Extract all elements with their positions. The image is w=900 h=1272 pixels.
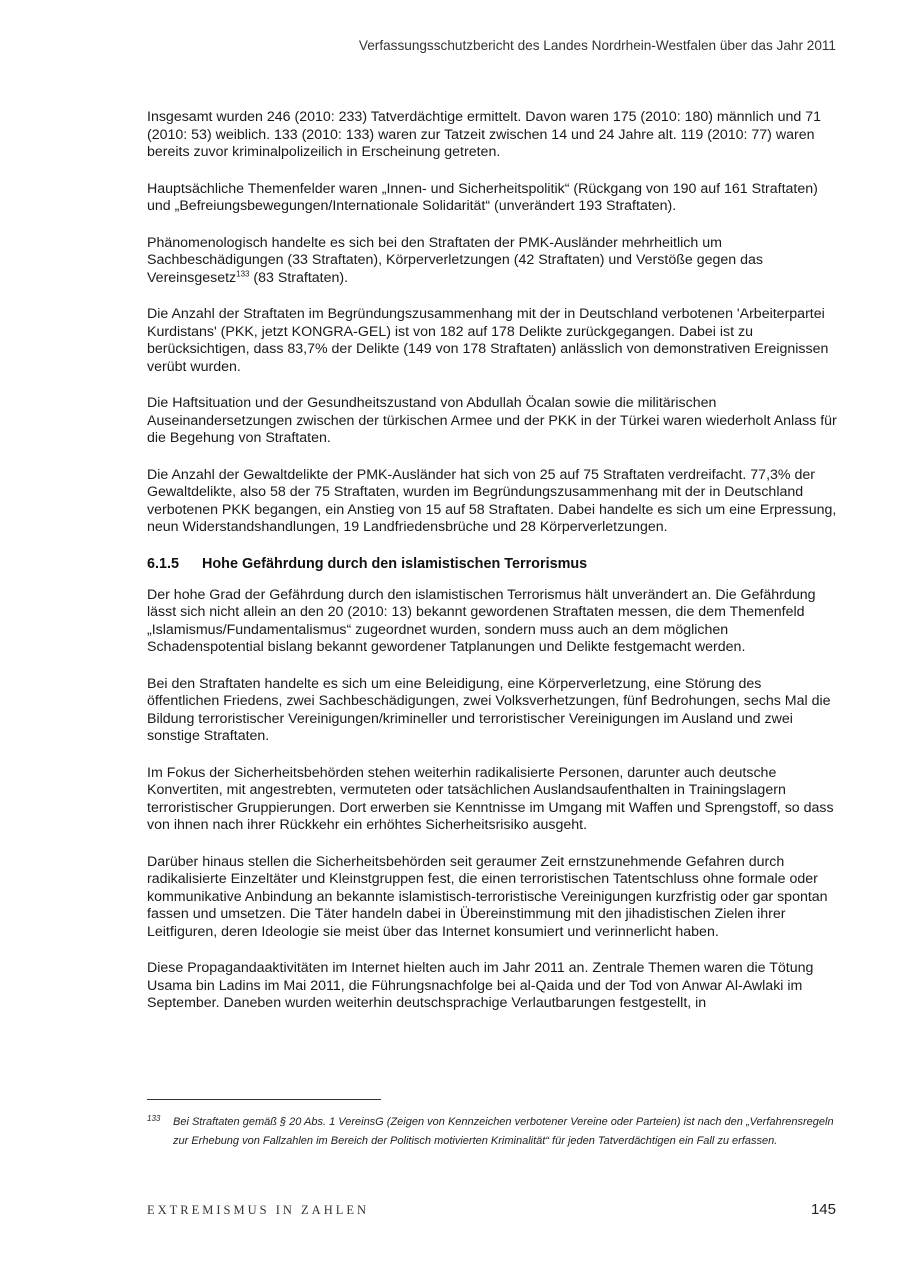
paragraph-phenomenology-text: Phänomenologisch handelte es sich bei den Straftaten der PMK-Ausländer mehrheitlich um Sachbeschädigungen (33 Straftaten), Körperverletzungen (42 Straftaten) und Verstöße gegen das Vereinsgesetz (147, 234, 763, 286)
section-heading (147, 556, 837, 572)
paragraph-topics: Hauptsächliche Themenfelder waren „Innen- und Sicherheitspolitik“ (Rückgang von 190 auf 161 Straftaten) und „Befreiungsbewegungen/Internationale Solidarität“ (unverändert 193 Straftaten). (147, 180, 818, 214)
paragraph-lone-actors: Darüber hinaus stellen die Sicherheitsbehörden seit geraumer Zeit ernstzunehmende Gefahren durch radikalisierte Einzeltäter und Kleinstgruppen fest, die einen terroristischen Tatentschluss ohne formale oder kommunikative Anbindung an bekannte islamistisch-terroristische Vereinigungen kurzfristig oder gar spontan fassen und umsetzen. Die Täter handeln dabei in Übereinstimmung mit den jihadistischen Zielen ihrer Leitfiguren, deren Ideologie sie meist über das Internet konsumiert und verinnerlicht haben. (147, 853, 828, 940)
footnote-mark: 133 (147, 1114, 161, 1123)
footnote (147, 1113, 837, 1151)
footnote-reference[interactable]: 133 (236, 268, 250, 278)
footer-section-label: EXTREMISMUS IN ZAHLEN (147, 1203, 370, 1217)
paragraph-offenses: Bei den Straftaten handelte es sich um eine Beleidigung, eine Körperverletzung, eine Störung des öffentlichen Friedens, zwei Sachbeschädigungen, zwei Volksverhetzungen, fünf Bedrohungen, sechs Mal die Bildung terroristischer Vereinigungen/krimineller und terroristischer Vereinigungen im Ausland und zwei sonstige Straftaten. (147, 675, 831, 744)
section-number: 6.1.5 (147, 555, 180, 572)
running-header: Verfassungsschutzbericht des Landes Nordrhein-Westfalen über das Jahr 2011 (358, 38, 836, 53)
paragraph-suspects: Insgesamt wurden 246 (2010: 233) Tatverdächtige ermittelt. Davon waren 175 (2010: 180) männlich und 71 (2010: 53) weiblich. 133 (2010: 133) waren zur Tatzeit zwischen 14 und 24 Jahre alt. 119 (2010: 77) waren bereits zuvor kriminalpolizeilich in Erscheinung getreten. (147, 109, 822, 160)
paragraph-oecalan: Die Haftsituation und der Gesundheitszustand von Abdullah Öcalan sowie die militärischen Auseinandersetzungen zwischen der türkischen Armee und der PKK in der Türkei waren wiederholt Anlass für die Begehung von Straftaten. (147, 395, 837, 446)
footnote-text: Bei Straftaten gemäß § 20 Abs. 1 VereinsG (Zeigen von Kennzeichen verbotener Vereine oder Parteien) ist nach den „Verfahrensregeln zur Erhebung von Fallzahlen im Bereich der Politisch motivierten Kriminalität“ für jeden Tatverdächtigen ein Fall zu erfassen. (173, 1116, 834, 1147)
paragraph-propaganda: Diese Propagandaaktivitäten im Internet hielten auch im Jahr 2011 an. Zentrale Themen waren die Tötung Usama bin Ladins im Mai 2011, die Führungsnachfolge bei al-Qaida und der Tod von Anwar Al-Awlaki im September. Daneben wurden weiterhin deutschsprachige Verlautbarungen festgestellt, in (147, 960, 814, 1011)
paragraph-pkk: Die Anzahl der Straftaten im Begründungszusammenhang mit der in Deutschland verbotenen 'Arbeiterpartei Kurdistans' (PKK, jetzt KONGRA-GEL) ist von 182 auf 178 Delikte zurückgegangen. Dabei ist zu berücksichtigen, dass 83,7% der Delikte (149 von 178 Straftaten) anlässlich von demonstrativen Ereignissen verübt wurden. (147, 306, 829, 375)
main-content (147, 109, 837, 1032)
page-number: 145 (810, 1201, 836, 1218)
paragraph-threat-level: Der hohe Grad der Gefährdung durch den islamistischen Terrorismus hält unverändert an. Die Gefährdung lässt sich nicht allein an den 20 (2010: 13) bekannt gewordenen Straftaten messen, die dem Themenfeld „Islamismus/Fundamentalismus“ zugeordnet wurden, sondern muss auch an dem möglichen Schadenspotential bislang bekannt gewordener Tatplanungen und Delikte festgemacht werden. (147, 586, 816, 655)
paragraph-phenomenology-tail: (83 Straftaten). (249, 269, 349, 286)
paragraph-focus: Im Fokus der Sicherheitsbehörden stehen weiterhin radikalisierte Personen, darunter auch deutsche Konvertiten, mit angestrebten, vermuteten oder tatsächlichen Auslandsaufenthalten in Trainingslagern terroristischer Gruppierungen. Dort erwerben sie Kenntnisse im Umgang mit Waffen und Sprengstoff, so dass von ihnen nach ihrer Rückkehr ein erhöhtes Sicherheitsrisiko ausgeht. (147, 764, 834, 833)
footnote-divider (147, 1099, 381, 1100)
section-title: Hohe Gefährdung durch den islamistischen Terrorismus (202, 555, 588, 572)
paragraph-violent-crimes: Die Anzahl der Gewaltdelikte der PMK-Ausländer hat sich von 25 auf 75 Straftaten verdreifacht. 77,3% der Gewaltdelikte, also 58 der 75 Straftaten, wurden im Begründungszusammenhang mit der in Deutschland verbotenen PKK begangen, ein Anstieg von 15 auf 58 Straftaten. Dabei handelte es sich um eine Erpressung, neun Widerstandshandlungen, 19 Landfriedensbrüche und 28 Körperverletzungen. (147, 466, 837, 535)
paragraph-phenomenology (147, 235, 837, 288)
